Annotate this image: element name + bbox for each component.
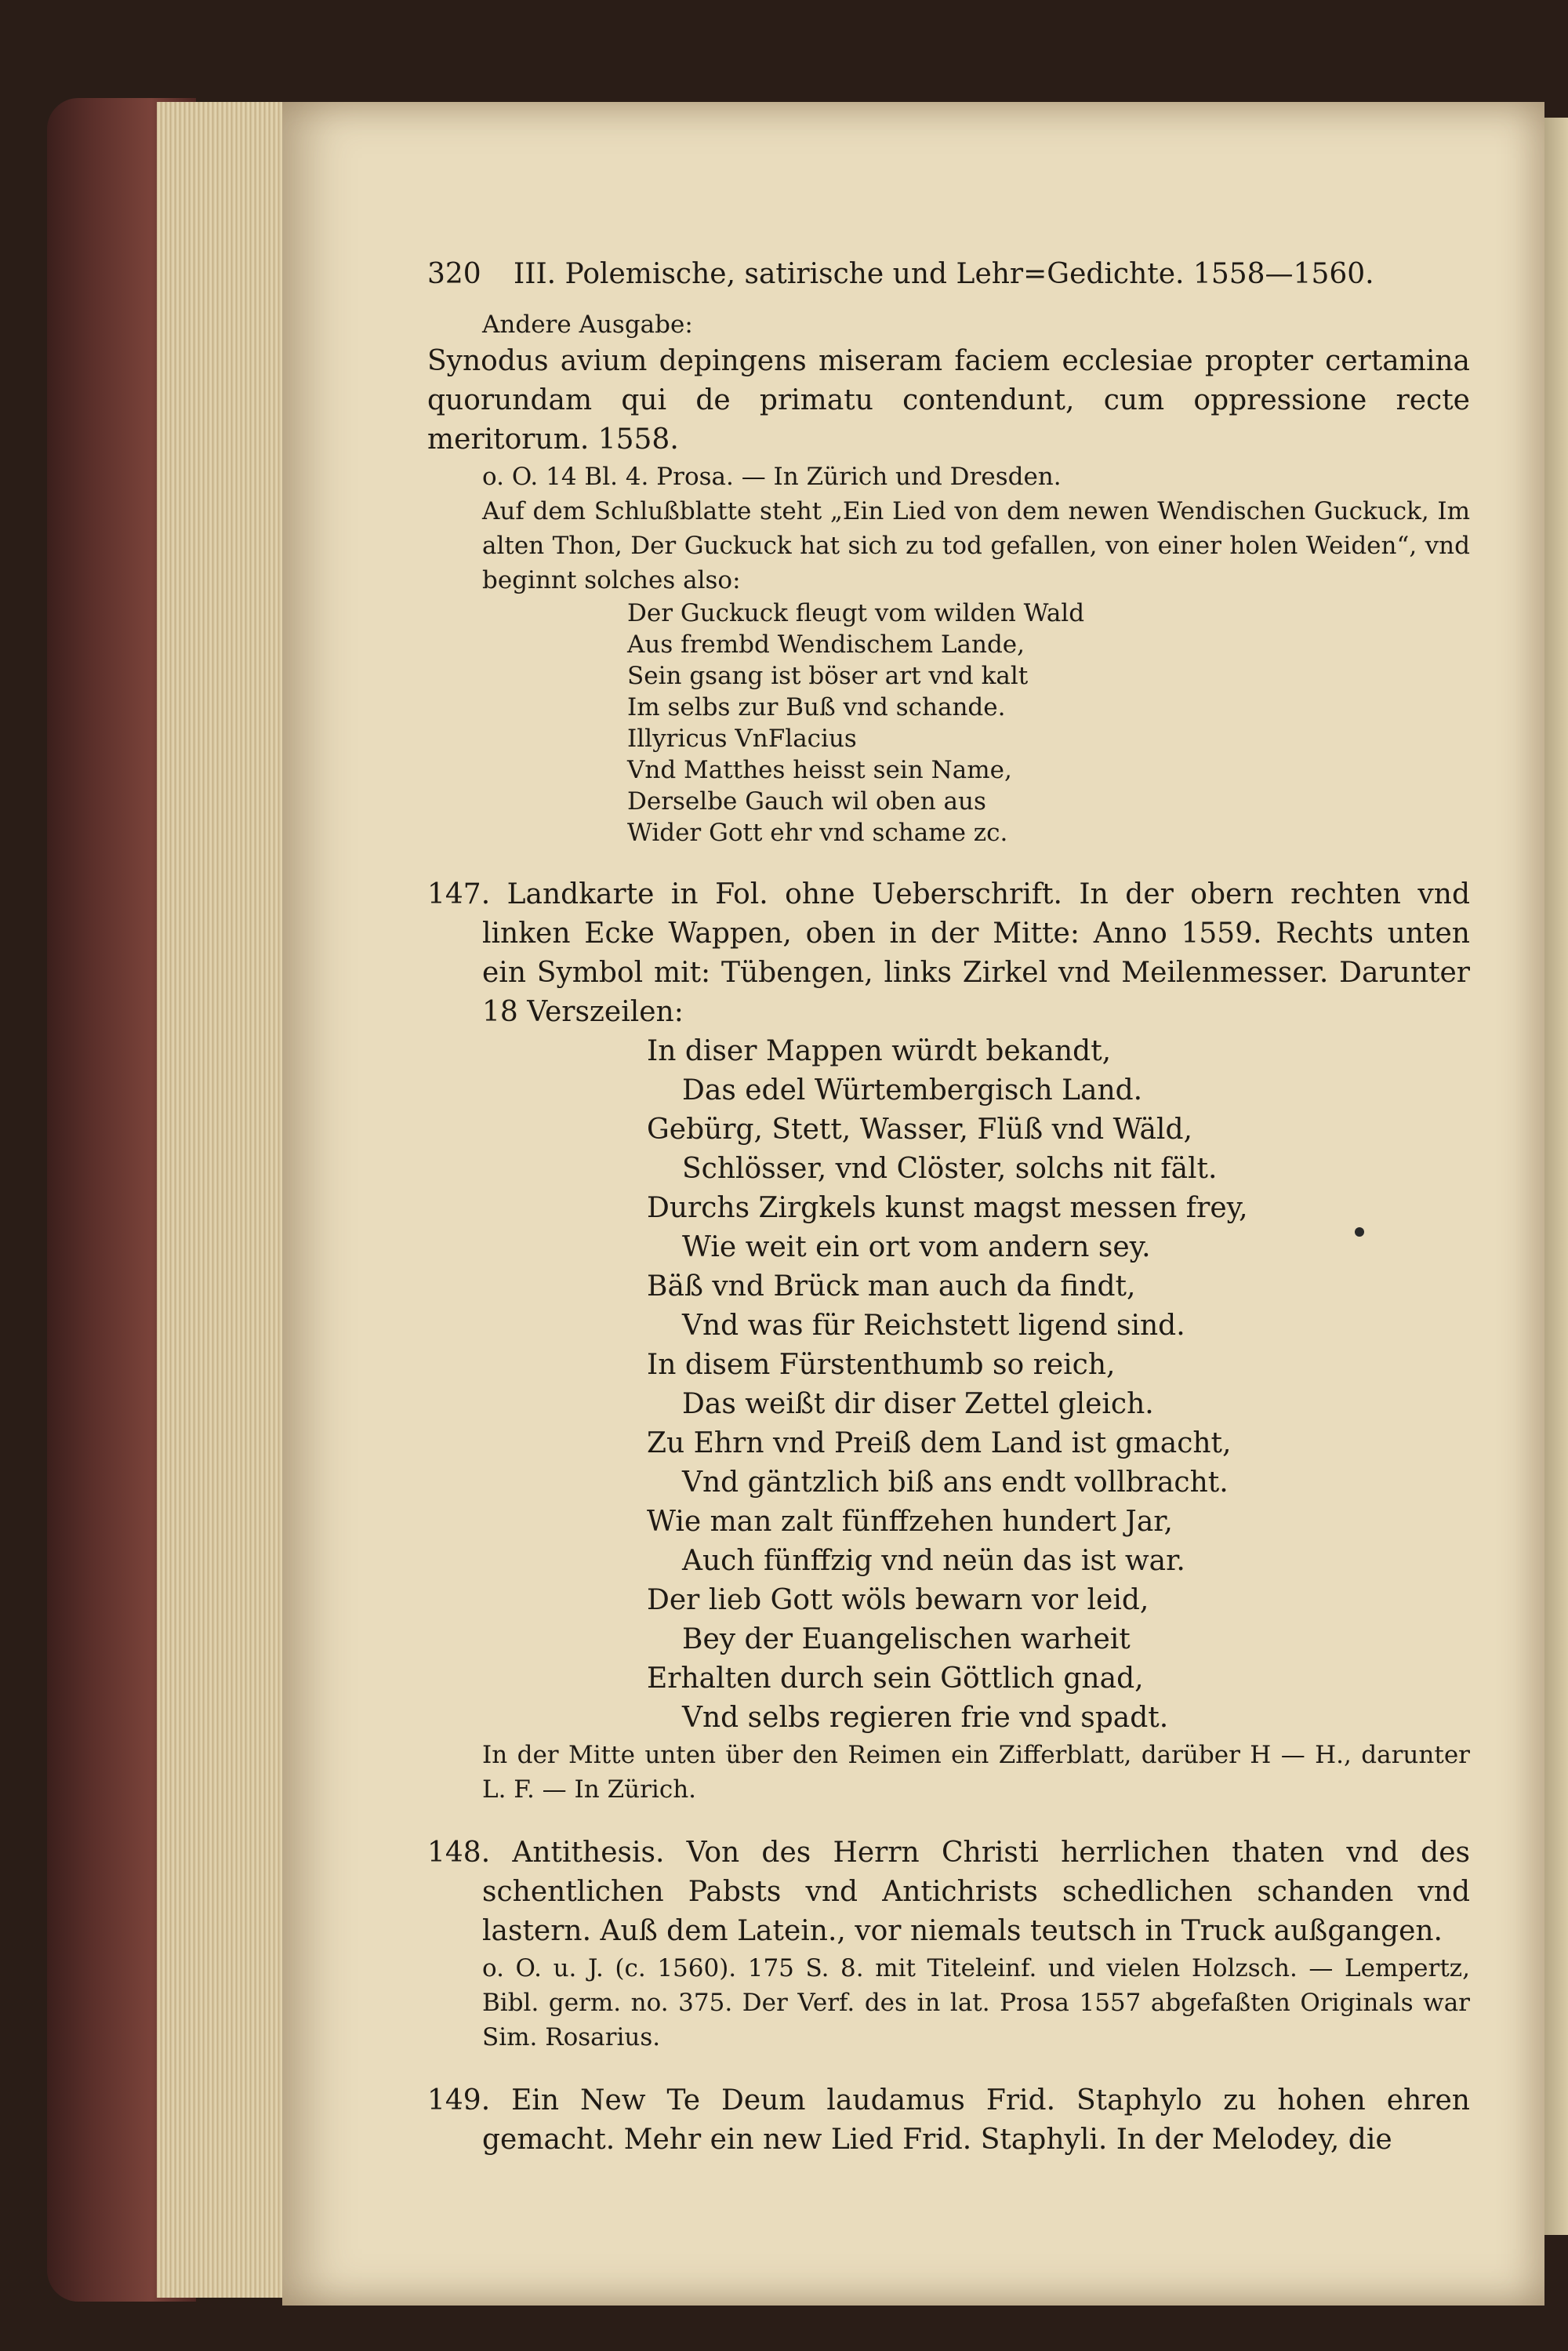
verse-line: Illyricus VnFlacius — [627, 725, 857, 753]
verse-line: Durchs Zirgkels kunst magst messen frey, — [647, 1192, 1248, 1224]
entry-147-note: In der Mitte unten über den Reimen ein Zifferblatt, darüber H — H., darunter L. F. — In Zürich. — [482, 1741, 1470, 1804]
verse-line: Das edel Würtembergisch Land. — [682, 1074, 1143, 1106]
verse-line: In diser Mappen würdt bekandt, — [647, 1035, 1112, 1067]
verse-line: Das weißt dir diser Zettel gleich. — [682, 1388, 1154, 1420]
verse-line: Wider Gott ehr vnd schame zc. — [627, 819, 1008, 847]
guckuck-verse — [427, 598, 1470, 848]
verse-line: Der lieb Gott wöls bewarn vor leid, — [647, 1584, 1149, 1616]
verse-line: Im selbs zur Buß vnd schande. — [627, 693, 1006, 721]
entry-149: 149. Ein New Te Deum laudamus Frid. Staphylo zu hohen ehren gemacht. Mehr ein new Lied Frid. Staphyli. In der Melodey, die — [427, 2084, 1470, 2156]
entry-148: 148. Antithesis. Von des Herrn Christi herrlichen thaten vnd des schentlichen Pabsts vnd Antichrists schedlichen schanden vnd lastern. Auß dem Latein., vor niemals teutsch in Truck außgangen. — [427, 1837, 1470, 1947]
intro-note: Auf dem Schlußblatte steht „Ein Lied von dem newen Wendischen Guckuck, Im alten Thon, Der Guckuck hat sich zu tod gefallen, von einer holen Weiden“, vnd beginnt solches also: — [482, 497, 1470, 594]
map-verse — [427, 1032, 1470, 1738]
verse-line: Derselbe Gauch wil oben aus — [627, 787, 986, 816]
verse-line: Aus frembd Wendischem Lande, — [627, 630, 1025, 659]
verse-line: Erhalten durch sein Göttlich gnad, — [647, 1662, 1144, 1695]
verse-line: Wie weit ein ort vom andern sey. — [682, 1231, 1151, 1263]
page-number: 320 — [427, 258, 481, 290]
verse-line: Vnd was für Reichstett ligend sind. — [682, 1310, 1185, 1342]
verse-line: In disem Fürstenthumb so reich, — [647, 1349, 1116, 1381]
page-text — [427, 251, 1470, 2160]
running-header — [427, 251, 1470, 298]
edition-meta: o. O. 14 Bl. 4. Prosa. — In Zürich und Dresden. — [482, 463, 1062, 491]
verse-line: Zu Ehrn vnd Preiß dem Land ist gmacht, — [647, 1427, 1232, 1459]
verse-line: Vnd gäntzlich biß ans endt vollbracht. — [682, 1466, 1229, 1499]
verse-line: Vnd Matthes heisst sein Name, — [627, 756, 1012, 784]
verse-line: Bäß vnd Brück man auch da findt, — [647, 1270, 1136, 1303]
verse-line: Bey der Euangelischen warheit — [682, 1623, 1131, 1655]
alt-edition-label: Andere Ausgabe: — [482, 311, 693, 339]
verse-line: Schlösser, vnd Clöster, solchs nit fält. — [682, 1153, 1218, 1185]
entry-147: 147. Landkarte in Fol. ohne Ueberschrift. In der obern rechten vnd linken Ecke Wappen, oben in der Mitte: Anno 1559. Rechts unten ein Symbol mit: Tübengen, links Zirkel vnd Meilenmesser. Darunter 18 Verszeilen: — [427, 878, 1470, 1028]
verse-line: Gebürg, Stett, Wasser, Flüß vnd Wäld, — [647, 1114, 1192, 1146]
verse-line: Der Guckuck fleugt vom wilden Wald — [627, 599, 1085, 627]
verse-line: Vnd selbs regieren frie vnd spadt. — [682, 1702, 1169, 1734]
verse-line: Sein gsang ist böser art vnd kalt — [627, 662, 1029, 690]
latin-title: Synodus avium depingens miseram faciem ecclesiae propter certamina quorundam qui de primatu contendunt, cum oppressione recte meritorum. 1558. — [427, 345, 1470, 456]
entry-148-note: o. O. u. J. (c. 1560). 175 S. 8. mit Titeleinf. und vielen Holzsch. — Lempertz, Bibl. germ. no. 375. Der Verf. des in lat. Prosa 1557 abgefaßten Originals war Sim. Rosarius. — [482, 1954, 1470, 2051]
running-title: III. Polemische, satirische und Lehr=Gedichte. 1558—1560. — [514, 258, 1374, 290]
verse-line: Auch fünffzig vnd neün das ist war. — [682, 1545, 1185, 1577]
verse-line: Wie man zalt fünffzehen hundert Jar, — [647, 1506, 1173, 1538]
page-edges — [157, 102, 290, 2298]
